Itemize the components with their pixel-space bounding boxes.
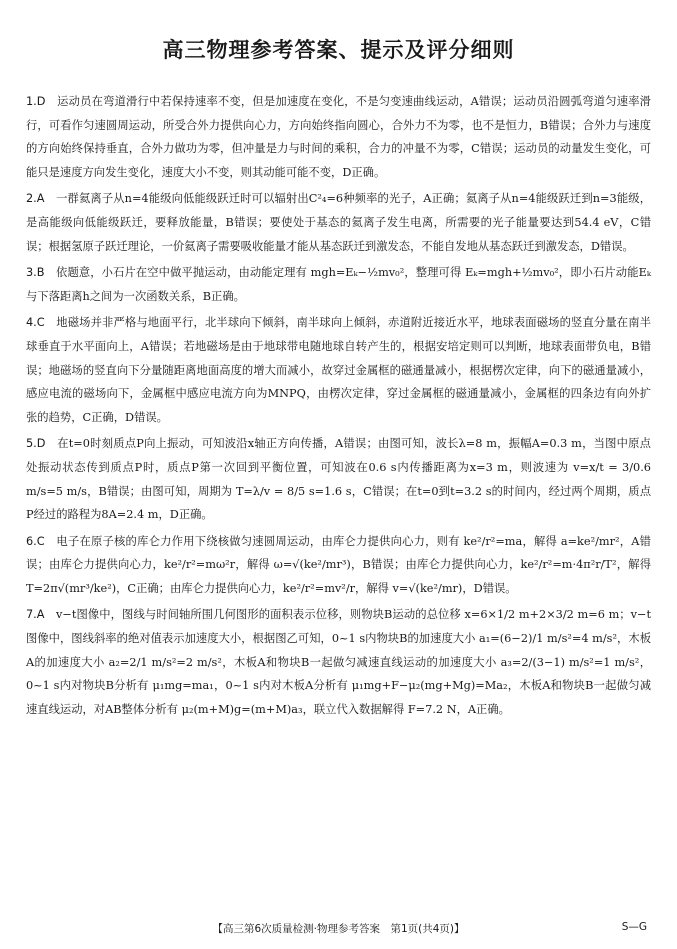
answer-number: 6.C (26, 534, 45, 548)
document-title: 高三物理参考答案、提示及评分细则 (162, 38, 515, 62)
answer-number: 7.A (26, 608, 45, 622)
answer-number: 4.C (26, 316, 45, 330)
answer-number: 3.B (26, 266, 45, 280)
answer-item (26, 187, 651, 258)
answer-text: 依题意，小石片在空中做平抛运动，由动能定理有 mgh=Eₖ−½mv₀²，整理可得 Eₖ=mgh+½mv₀²，即小石片动能Eₖ与下落距离h之间为一次函数关系，B正确。 (26, 266, 651, 303)
answer-list (26, 90, 651, 724)
answer-item (26, 603, 651, 721)
answer-number: 1.D (26, 95, 46, 108)
answer-number: 5.D (26, 437, 46, 451)
answer-item (26, 261, 651, 308)
answer-text: v−t图像中，图线与时间轴所围几何图形的面积表示位移，则物块B运动的总位移 x=6×1/2 m+2×3/2 m=6 m；v−t图像中，图线斜率的绝对值表示加速度大小，根据图乙可知，0~1 s内物块B的加速度大小 a₁=(6−2)/1 m/s²=4 m/s²，木板A的加速度大小 a₂=2/1 m/s²=2 m/s²，木板A和物块B一起做匀减速直线运动的加速度大小 a₃=2/(3−1) m/s²=1 m/s²，0~1 s内对物块B分析有 μ₁mg=ma₁，0~1 s内对木板A分析有 μ₁mg+F−μ₂(mg+Mg)=Ma₂，木板A和物块B一起做匀减速直线运动，对AB整体分析有 μ₂(m+M)g=(m+M)a₃，联立代入数据解得 F=7.2 N，A正确。 (26, 608, 651, 716)
answer-text: 运动员在弯道滑行中若保持速率不变，但是加速度在变化，不是匀变速曲线运动，A错误；运动员沿圆弧弯道匀速率滑行，可看作匀速圆周运动，所受合外力提供向心力，方向始终指向圆心，合外力不为零，也不是恒力，B错误；合外力与速度的方向始终保持垂直，合外力做功为零，但冲量是力与时间的乘积，合力的冲量不为零，C错误；运动员的动量发生变化，可能只是速度方向发生变化，速度大小不变，则其动能可能不变，D正确。 (26, 95, 651, 179)
answer-text: 电子在原子核的库仑力作用下绕核做匀速圆周运动，由库仑力提供向心力，则有 ke²/r²=ma，解得 a=ke²/mr²，A错误；由库仑力提供向心力，ke²/r²=mω²r，解得 ω=√(ke²/mr³)，B错误；由库仑力提供向心力，ke²/r²=m·4π²r/T²，解得 T=2π√(mr³/ke²)，C正确；由库仑力提供向心力，ke²/r²=mv²/r，解得 v=√(ke²/mr)，D错误。 (26, 534, 651, 595)
answer-item (26, 530, 651, 601)
answer-number: 2.A (26, 192, 45, 206)
answer-item (26, 311, 651, 429)
answer-item (26, 432, 651, 526)
answer-text: 一群氦离子从n=4能级向低能级跃迁时可以辐射出C²₄=6种频率的光子，A正确；氦离子从n=4能级跃迁到n=3能级，是高能级向低能级跃迁，要释放能量，B错误；要使处于基态的氦离子发生电离，所需要的光子能量要达到54.4 eV，C错误；根据氢原子跃迁理论，一价氦离子需要吸收能量才能从基态跃迁到激发态，不能自发地从基态跃迁到激发态，D错误。 (26, 192, 651, 253)
page-code: S—G (621, 921, 647, 933)
answer-item (26, 90, 651, 184)
page-footer: 【高三第6次质量检测·物理参考答案 第1页(共4页)】 (212, 923, 465, 935)
answer-text: 在t=0时刻质点P向上振动，可知波沿x轴正方向传播，A错误；由图可知，波长λ=8 m，振幅A=0.3 m，当图中原点处振动状态传到质点P时，质点P第一次回到平衡位置，可知波在0.6 s内传播距离为x=3 m，则波速为 v=x/t = 3/0.6 m/s=5 m/s，B错误；由图可知，周期为 T=λ/v = 8/5 s=1.6 s，C错误；在t=0到t=3.2 s的时间内，经过两个周期，质点P经过的路程为8A=2.4 m，D正确。 (26, 437, 651, 522)
answer-text: 地磁场并非严格与地面平行，北半球向下倾斜，南半球向上倾斜，赤道附近接近水平，地球表面磁场的竖直分量在南半球垂直于水平面向上，A错误；若地磁场是由于地球带电随地球自转产生的，根据安培定则可以判断，地球表面带负电，B错误；地磁场的竖直向下分量随距离地面高度的增大而减小，故穿过金属框的磁通量减小，根据楞次定律，向下的磁通量减小，感应电流的磁场向下，金属框中感应电流方向为MNPQ，由楞次定律，穿过金属框的磁通量减小，金属框的四条边有向外扩张的趋势，C正确，D错误。 (26, 316, 651, 424)
